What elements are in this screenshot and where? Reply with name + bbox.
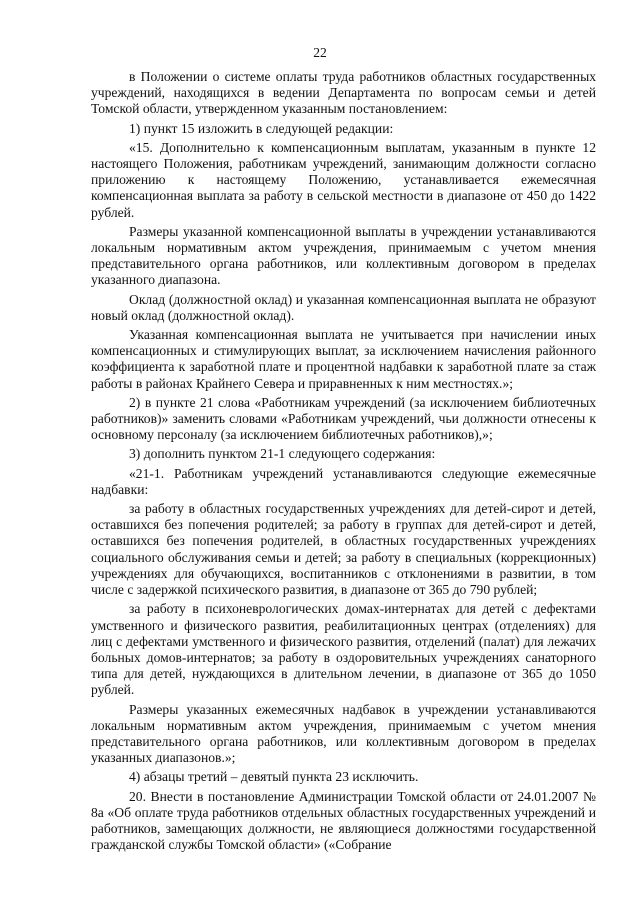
paragraph: Размеры указанных ежемесячных надбавок в учреждении устанавливаются локальным нормативным актом учреждения, принимаемым с учетом мнения представительного органа работников, или коллективным договором в пределах указанных диапазонов.»; <box>91 701 596 766</box>
paragraph: за работу в областных государственных учреждениях для детей-сирот и детей, оставшихся без попечения родителей; за работу в группах для детей-сирот и детей, оставшихся без попечения родителей, в областных государственных учреждениях социального обслуживания семьи и детей; за работу в специальных (коррекционных) учреждениях для обучающихся, воспитанников с отклонениями в развитии, в том числе с задержкой психического развития, в диапазоне от 365 до 790 рублей; <box>91 501 596 598</box>
paragraph: «21-1. Работникам учреждений устанавливаются следующие ежемесячные надбавки: <box>91 465 596 497</box>
document-body <box>91 69 596 855</box>
paragraph: в Положении о системе оплаты труда работников областных государственных учреждений, находящихся в ведении Департамента по вопросам семьи и детей Томской области, утвержденном указанным постановлением: <box>91 69 596 117</box>
page-number: 22 <box>313 45 327 60</box>
paragraph: Оклад (должностной оклад) и указанная компенсационная выплата не образуют новый оклад (должностной оклад). <box>91 291 596 323</box>
paragraph: 3) дополнить пунктом 21-1 следующего содержания: <box>129 446 436 462</box>
paragraph: 2) в пункте 21 слова «Работникам учреждений (за исключением библиотечных работников)» заменить словами «Работникам учреждений, чьи должности отнесены к основному персоналу (за исключением библиотечных работников),»; <box>91 394 596 443</box>
paragraph: 20. Внести в постановление Администрации Томской области от 24.01.2007 № 8а «Об оплате труда работников отдельных областных государственных учреждений и работников, замещающих должности, не являющиеся должностями государственной гражданской службы Томской области» («Собрание <box>91 788 596 853</box>
paragraph: 4) абзацы третий – девятый пункта 23 исключить. <box>129 769 419 785</box>
paragraph: Указанная компенсационная выплата не учитывается при начислении иных компенсационных и стимулирующих выплат, за исключением начисления районного коэффициента к заработной плате и процентной надбавки к заработной плате за стаж работы в районах Крайнего Севера и приравненных к ним местностях.»; <box>91 327 596 391</box>
paragraph: «15. Дополнительно к компенсационным выплатам, указанным в пункте 12 настоящего Положения, работникам учреждений, занимающим должности согласно приложению к настоящему Положению, устанавливается ежемесячная компенсационная выплата за работу в сельской местности в диапазоне от 450 до 1422 рублей. <box>91 139 596 220</box>
paragraph: за работу в психоневрологических домах-интернатах для детей с дефектами умственного и физического развития, реабилитационных центрах (отделениях) для лиц с дефектами умственного и физического развития, отделений (палат) для лежачих больных домов-интернатов; за работу в оздоровительных учреждениях санаторного типа для детей, нуждающихся в длительном лечении, в диапазоне от 365 до 1050 рублей. <box>91 601 596 698</box>
paragraph: 1) пункт 15 изложить в следующей редакции: <box>129 120 394 136</box>
paragraph: Размеры указанной компенсационной выплаты в учреждении устанавливаются локальным нормативным актом учреждения, принимаемым с учетом мнения представительного органа работников, или коллективным договором в пределах указанного диапазона. <box>91 223 596 288</box>
